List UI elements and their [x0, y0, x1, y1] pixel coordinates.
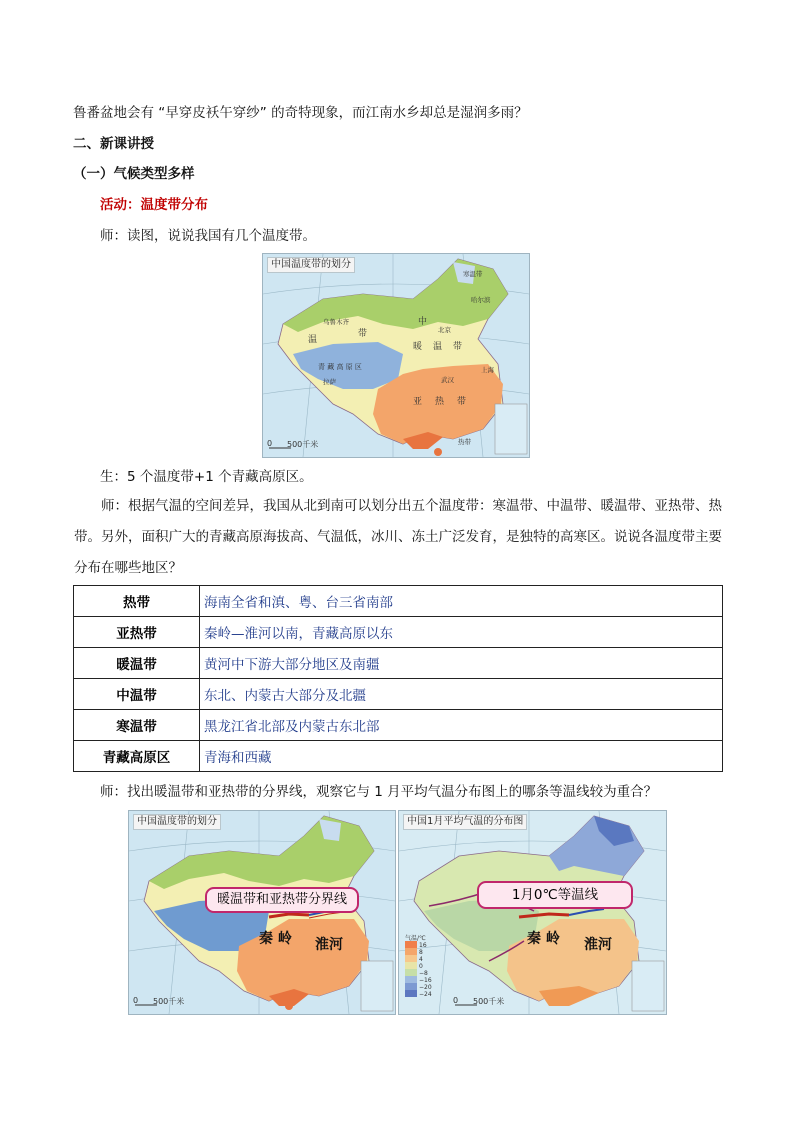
map3-legend-value: −8	[419, 970, 428, 977]
map3-legend-value: 8	[419, 949, 423, 956]
map1-label-tropical: 热带	[458, 438, 471, 446]
zone-name: 青藏高原区	[74, 741, 200, 772]
map1-scale-zero: 0	[267, 439, 273, 448]
map3-legend-value: −20	[419, 984, 432, 991]
map2-callout: 暖温带和亚热带分界线	[205, 887, 359, 913]
map3-scale-label: 500千米	[473, 997, 505, 1006]
table-row	[74, 679, 723, 710]
map1-label-dai3: 带	[457, 397, 467, 407]
subsection-title: （一）气候类型多样	[73, 166, 195, 182]
map3-label-qinling: 秦 岭	[527, 931, 560, 947]
map1-label-harbin: 哈尔滨	[471, 296, 491, 304]
table-row	[74, 586, 723, 617]
map1-label-wen: 温	[308, 335, 318, 345]
zone-region: 海南全省和滇、粤、台三省南部	[200, 586, 723, 617]
january-temperature-map	[398, 810, 667, 1015]
zone-region: 东北、内蒙古大部分及北疆	[200, 679, 723, 710]
map3-label-huaihe: 淮河	[584, 937, 612, 953]
map1-label-nuan: 暖	[413, 342, 423, 352]
map1-label-wen2: 温	[433, 342, 443, 352]
map1-label-dai: 带	[358, 329, 368, 339]
zone-region: 黄河中下游大部分地区及南疆	[200, 648, 723, 679]
map1-label-plateau: 青 藏 高 原 区	[318, 363, 362, 371]
boundary-map	[128, 810, 396, 1015]
map1-label-wuhan: 武汉	[441, 376, 454, 384]
activity-heading	[100, 195, 208, 215]
section-title: 二、新课讲授	[73, 136, 154, 152]
map3-title: 中国1月平均气温的分布图	[403, 814, 527, 830]
map3-legend-title: 气温/℃	[405, 935, 426, 942]
zone-name: 暖温带	[74, 648, 200, 679]
january-temperature-map-graphic	[399, 811, 666, 1014]
zone-name: 中温带	[74, 679, 200, 710]
map3-scale-zero: 0	[453, 996, 459, 1005]
intro-line: 鲁番盆地会有 “早穿皮袄午穿纱” 的奇特现象，而江南水乡却总是湿润多雨？	[73, 105, 528, 121]
map1-label-shanghai: 上海	[481, 366, 494, 374]
zone-name: 热带	[74, 586, 200, 617]
temperature-zone-map-graphic	[263, 254, 529, 457]
map1-label-re: 热	[435, 397, 445, 407]
table-row	[74, 741, 723, 772]
activity-title: 温度带分布	[140, 197, 208, 213]
map1-label-wulumuqi: 乌鲁木齐	[323, 318, 349, 326]
zone-name: 亚热带	[74, 617, 200, 648]
map1-label-dai2: 带	[453, 342, 463, 352]
teacher-prompt-1: 师：读图，说说我国有几个温度带。	[100, 228, 316, 244]
temperature-zone-map	[262, 253, 530, 458]
teacher-paragraph-2	[74, 491, 726, 584]
temperature-zones-table	[73, 585, 723, 772]
zone-region: 青海和西藏	[200, 741, 723, 772]
map3-callout: 1月0℃等温线	[477, 881, 633, 909]
map2-scale-zero: 0	[133, 996, 139, 1005]
zone-name: 寒温带	[74, 710, 200, 741]
zone-region: 黑龙江省北部及内蒙古东北部	[200, 710, 723, 741]
map1-label-cold: 寒温带	[463, 270, 483, 278]
map3-legend-value: −24	[419, 991, 432, 998]
table-row	[74, 710, 723, 741]
teacher-paragraph-2-text: 师：根据气温的空间差异，我国从北到南可以划分出五个温度带：寒温带、中温带、暖温带、亚热带、热带。另外，面积广大的青藏高原海拔高、气温低，冰川、冻土广泛发育，是独特的高寒区。说说各温度带主要分布在哪些地区？	[74, 498, 722, 576]
map3-legend-value: −16	[419, 977, 432, 984]
map3-legend-value: 4	[419, 956, 423, 963]
map2-title: 中国温度带的划分	[133, 814, 221, 830]
map1-label-ya: 亚	[413, 397, 423, 407]
activity-label: 活动：	[100, 197, 141, 213]
map1-title: 中国温度带的划分	[267, 257, 355, 273]
map1-label-zhong: 中	[418, 317, 428, 327]
legend-swatches	[405, 941, 417, 997]
map2-scale-label: 500千米	[153, 997, 185, 1006]
map2-label-qinling: 秦 岭	[259, 931, 292, 947]
student-answer: 生：5 个温度带+1 个青藏高原区。	[100, 469, 313, 485]
map1-label-lasa: 拉萨	[323, 378, 336, 386]
map3-legend-value: 0	[419, 963, 423, 970]
table-row	[74, 617, 723, 648]
map1-scale-label: 500千米	[287, 440, 319, 449]
map1-label-beijing: 北京	[438, 326, 451, 334]
map2-label-huaihe: 淮河	[315, 937, 343, 953]
table-row	[74, 648, 723, 679]
map3-legend-value: 16	[419, 942, 427, 949]
teacher-prompt-3: 师：找出暖温带和亚热带的分界线，观察它与 1 月平均气温分布图上的哪条等温线较为重合？	[100, 784, 658, 800]
zone-region: 秦岭—淮河以南，青藏高原以东	[200, 617, 723, 648]
